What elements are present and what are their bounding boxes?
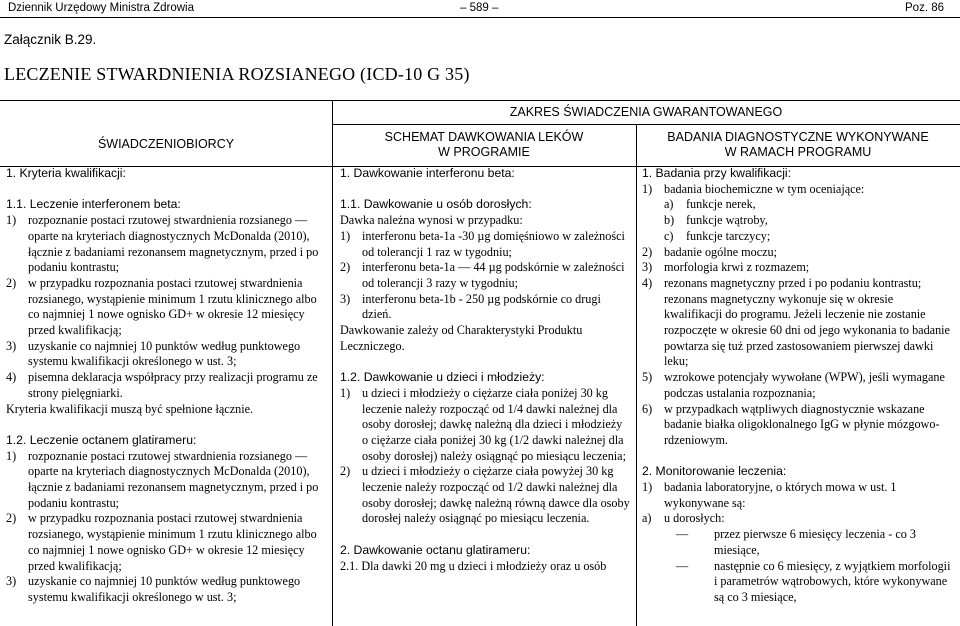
col2-content <box>340 166 630 574</box>
col2-header-line1: SCHEMAT DAWKOWANIA LEKÓW <box>384 130 584 144</box>
glatiramer-dosing-heading: 2. Dawkowanie octanu glatirameru: <box>340 542 531 557</box>
adult-dosing-heading: 1.1. Dawkowanie u osób dorosłych: <box>340 197 532 212</box>
header-rule <box>0 17 960 18</box>
list-item: 1) rozpoznanie postaci rzutowej stwardnienia rozsianego — oparte na kryteriach diagnostycznych McDonalda (2010), łącznie z badaniami rezonansem magnetycznym, przed i po podaniu kontrastu; <box>6 448 319 510</box>
list-item: 1) u dzieci i młodzieży o ciężarze ciała poniżej 30 kg leczenie należy rozpocząć od 1/4 dawki należnej dla osoby dorosłej; dawkę należną dla dzieci i młodzieży o ciężarze ciała poniżej 30 kg (1/2 dawki należnej dla osoby dorosłej) należy osiągnąć po miesiącu leczenia; <box>340 385 626 463</box>
journal-name: Dziennik Urzędowy Ministra Zdrowia <box>8 2 194 14</box>
list-item: 6) w przypadkach wątpliwych diagnostycznie wskazane badanie białka oligoklonalnego IgG w płynie mózgowo-rdzeniowym. <box>642 401 940 447</box>
col3-header-line2: W RAMACH PROGRAMU <box>724 145 872 159</box>
glatiramer-heading: 1.2. Leczenie octanem glatirameru: <box>6 432 197 447</box>
list-item: 1) badania biochemiczne w tym oceniające: <box>642 181 865 196</box>
list-item: 3) uzyskanie co najmniej 10 punktów według punktowego systemu kwalifikacji określonego w ust. 3; <box>6 338 301 369</box>
list-item: 4) rezonans magnetyczny przed i po podaniu kontrastu; rezonans magnetyczny wykonuje się w okresie kwalifikacji do programu. Jeżeli leczenie nie zostanie rozpoczęte w okresie 60 dni od jego wykonania to badanie powtarza się tuż przed zastosowaniem pierwszej dawki leku; <box>642 275 950 369</box>
list-item: 2) w przypadku rozpoznania postaci rzutowej stwardnienia rozsianego, wystąpienie minimum 1 rzutu klinicznego albo co najmniej 1 nowe ognisko GD+ w okresie 12 miesięcy przed kwalifikacją; <box>6 275 317 338</box>
criteria-note: Kryteria kwalifikacji muszą być spełnione łącznie. <box>6 401 254 416</box>
qualification-tests-heading: 1. Badania przy kwalifikacji: <box>642 166 792 180</box>
list-item: 1) badania laboratoryjne, o których mowa w ust. 1 wykonywane są: <box>642 480 897 510</box>
list-item: 3) uzyskanie co najmniej 10 punktów według punktowego systemu kwalifikacji określonego w ust. 3; <box>6 574 301 604</box>
list-item: — następnie co 6 miesięcy, z wyjątkiem morfologii i parametrów wątrobowych, które wykonywane są co 3 miesiące, <box>676 558 951 604</box>
list-item: 5) wzrokowe potencjały wywołane (WPW), jeśli wymagane podczas ustalania rozpoznania; <box>642 370 945 400</box>
glatiramer-dose-line: 2.1. Dla dawki 20 mg u dzieci i młodzieży oraz u osób <box>340 558 607 573</box>
col3-content <box>642 166 954 606</box>
list-item: 3) morfologia krwi z rozmazem; <box>642 260 810 275</box>
dosing-dependency: Dawkowanie zależy od Charakterystyki Produktu Leczniczego. <box>340 323 583 353</box>
list-item: 3) interferonu beta-1b - 250 µg podskórnie co drugi dzień. <box>340 291 601 322</box>
col-divider-2 <box>636 124 637 626</box>
program-table <box>0 100 960 626</box>
page-header <box>0 0 960 19</box>
list-item: c) funkcje tarczycy; <box>664 228 771 243</box>
list-item: 1) interferonu beta-1a -30 µg domięśniowo w zależności od tolerancji 1 raz w tygodniu; <box>340 228 625 259</box>
page-number: – 589 – <box>460 2 499 14</box>
col3-header-line1: BADANIA DIAGNOSTYCZNE WYKONYWANE <box>667 130 929 144</box>
interferon-heading: 1.1. Leczenie interferonem beta: <box>6 197 181 212</box>
qualification-criteria-heading: 1. Kryteria kwalifikacji: <box>6 166 126 180</box>
col-divider-1 <box>332 100 333 626</box>
list-item: 1) rozpoznanie postaci rzutowej stwardnienia rozsianego — oparte na kryteriach diagnostycznych McDonalda (2010), łącznie z badaniami rezonansem magnetycznym, przed i po podaniu kontrastu; <box>6 213 319 275</box>
list-item: 4) pisemna deklaracja współpracy przy realizacji programu ze strony pielęgniarki. <box>6 370 318 400</box>
list-item: b) funkcje wątroby, <box>664 213 768 228</box>
table-top-rule <box>0 100 960 101</box>
document-title: LECZENIE STWARDNIENIA ROZSIANEGO (ICD-10 G 35) <box>4 64 470 84</box>
dose-intro: Dawka należna wynosi w przypadku: <box>340 213 523 228</box>
annex-label: Załącznik B.29. <box>4 32 97 47</box>
col2-header-line2: W PROGRAMIE <box>438 145 530 159</box>
interferon-dosing-heading: 1. Dawkowanie interferonu beta: <box>340 166 515 180</box>
list-item: 2) badanie ogólne moczu; <box>642 244 778 259</box>
zakres-rule <box>332 124 960 125</box>
list-item: 2) u dzieci i młodzieży o ciężarze ciała powyżej 30 kg leczenie należy rozpocząć od 1/2 dawki należnej dla osoby dorosłej; dawkę należną równą dawce dla osoby dorosłej należy osiągnąć po miesiącu leczenia. <box>340 464 630 526</box>
zakres-header: ZAKRES ŚWIADCZENIA GWARANTOWANEGO <box>509 105 783 119</box>
children-dosing-heading: 1.2. Dawkowanie u dzieci i młodzieży: <box>340 370 545 385</box>
position-number: Poz. 86 <box>905 2 944 14</box>
list-item: a) funkcje nerek, <box>664 197 756 212</box>
col1-content <box>6 166 327 606</box>
list-item: a) u dorosłych: <box>642 511 725 526</box>
col1-header: ŚWIADCZENIOBIORCY <box>97 137 235 151</box>
list-item: 2) w przypadku rozpoznania postaci rzutowej stwardnienia rozsianego, wystąpienie minimum 1 rzutu klinicznego albo co najmniej 1 nowe ognisko GD+ w okresie 12 miesięcy przed kwalifikacją; <box>6 511 317 573</box>
list-item: 2) interferonu beta-1a — 44 µg podskórnie w zależności od tolerancji 3 razy w tygodniu; <box>340 260 625 290</box>
list-item: — przez pierwsze 6 miesięcy leczenia - co 3 miesiące, <box>676 527 916 557</box>
monitoring-heading: 2. Monitorowanie leczenia: <box>642 464 787 479</box>
